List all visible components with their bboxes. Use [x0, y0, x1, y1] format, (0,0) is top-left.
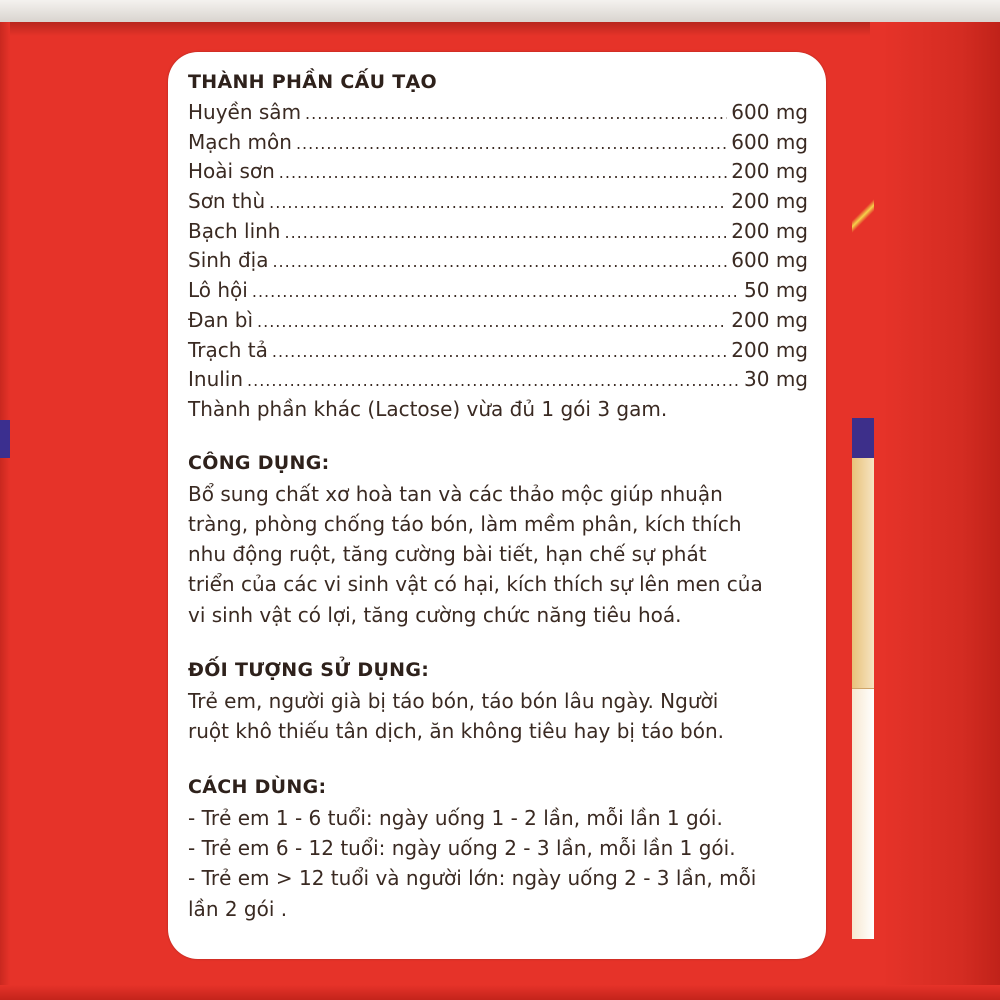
- audience-heading: ĐỐI TƯỢNG SỬ DỤNG:: [188, 659, 430, 682]
- box-right-blue-accent: [852, 418, 874, 458]
- uses-heading: CÔNG DỤNG:: [188, 451, 330, 474]
- uses-line: tràng, phòng chống táo bón, làm mềm phân, kích thích: [188, 511, 742, 536]
- leader-dots: [269, 188, 727, 218]
- ingredient-name: Huyền sâm: [188, 100, 302, 124]
- ingredient-amount: 50 mg: [744, 278, 808, 303]
- ingredient-amount: 600 mg: [731, 129, 808, 154]
- box-left-edge: [0, 22, 10, 1000]
- ingredient-row: [188, 128, 808, 158]
- ingredient-amount: 200 mg: [731, 159, 808, 184]
- uses-text: [188, 479, 808, 630]
- leader-dots: [247, 366, 740, 396]
- ingredient-amount: 200 mg: [731, 337, 808, 362]
- ingredient-amount: 30 mg: [744, 367, 808, 392]
- dosage-heading: CÁCH DÙNG:: [188, 775, 327, 798]
- ingredient-name: Lô hội: [188, 278, 248, 303]
- leader-dots: [279, 158, 728, 188]
- ingredient-row: [188, 246, 808, 276]
- ingredient-row: [188, 187, 808, 217]
- ingredient-name: Đan bì: [188, 307, 254, 332]
- ingredient-name: Trạch tả: [188, 337, 268, 362]
- dosage-line: lần 2 gói .: [188, 896, 288, 921]
- ingredient-list: [188, 98, 808, 395]
- box-right-cream-accent: [852, 688, 874, 939]
- box-right-side: [870, 22, 1000, 1000]
- box-right-star-accent: [852, 196, 874, 236]
- uses-line: vi sinh vật có lợi, tăng cường chức năng tiêu hoá.: [188, 602, 682, 627]
- ingredient-row: [188, 336, 808, 366]
- audience-line: Trẻ em, người già bị táo bón, táo bón lâu ngày. Người: [188, 689, 719, 714]
- ingredient-row: [188, 306, 808, 336]
- ingredient-name: Sơn thù: [188, 189, 266, 214]
- leader-dots: [296, 129, 727, 159]
- box-top-edge: [0, 0, 1000, 24]
- ingredient-amount: 200 mg: [731, 307, 808, 332]
- leader-dots: [272, 337, 727, 367]
- box-bottom-edge: [0, 985, 1000, 1000]
- uses-line: nhu động ruột, tăng cường bài tiết, hạn chế sự phát: [188, 542, 707, 567]
- ingredient-row: [188, 276, 808, 306]
- box-left-accent: [0, 420, 10, 458]
- label-panel: [168, 52, 826, 959]
- ingredient-row: [188, 365, 808, 395]
- dosage-line: - Trẻ em > 12 tuổi và người lớn: ngày uống 2 - 3 lần, mỗi: [188, 866, 757, 891]
- dosage-text: [188, 803, 808, 924]
- dosage-line: - Trẻ em 6 - 12 tuổi: ngày uống 2 - 3 lần, mỗi lần 1 gói.: [188, 835, 736, 860]
- ingredient-amount: 600 mg: [731, 248, 808, 273]
- dosage-line: - Trẻ em 1 - 6 tuổi: ngày uống 1 - 2 lần, mỗi lần 1 gói.: [188, 805, 723, 830]
- ingredient-amount: 200 mg: [731, 218, 808, 243]
- ingredient-name: Bạch linh: [188, 218, 281, 243]
- audience-text: [188, 686, 808, 747]
- audience-line: ruột khô thiếu tân dịch, ăn không tiêu hay bị táo bón.: [188, 719, 725, 744]
- ingredient-name: Sinh địa: [188, 248, 269, 273]
- label-content: [188, 66, 808, 924]
- composition-heading: THÀNH PHẦN CẤU TẠO: [188, 71, 437, 93]
- box-top-shadow: [0, 22, 1000, 36]
- ingredient-row: [188, 98, 808, 128]
- uses-line: triển của các vi sinh vật có hại, kích thích sự lên men của: [188, 572, 763, 597]
- ingredient-name: Mạch môn: [188, 129, 292, 154]
- ingredient-row: [188, 217, 808, 247]
- ingredient-name: Inulin: [188, 367, 244, 392]
- box-right-gold-accent: [852, 458, 874, 688]
- ingredient-amount: 600 mg: [731, 100, 808, 124]
- leader-dots: [284, 218, 727, 248]
- leader-dots: [272, 247, 727, 277]
- other-ingredients: Thành phần khác (Lactose) vừa đủ 1 gói 3 gam.: [188, 396, 668, 421]
- leader-dots: [305, 99, 727, 129]
- ingredient-row: [188, 157, 808, 187]
- leader-dots: [257, 307, 727, 337]
- ingredient-amount: 200 mg: [731, 189, 808, 214]
- leader-dots: [252, 277, 740, 307]
- ingredient-name: Hoài sơn: [188, 159, 275, 184]
- uses-line: Bổ sung chất xơ hoà tan và các thảo mộc giúp nhuận: [188, 481, 723, 506]
